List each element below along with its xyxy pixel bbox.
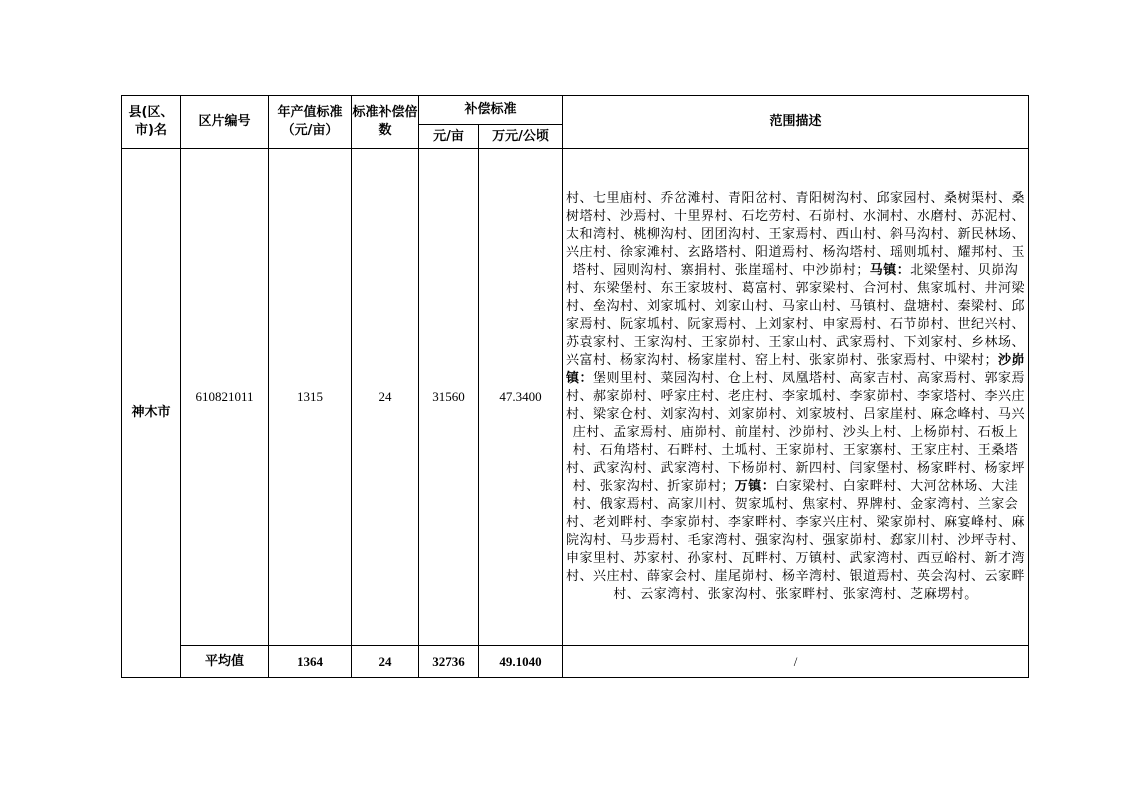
- header-multiplier: 标准补偿倍数: [352, 96, 419, 149]
- header-block-id: 区片编号: [181, 96, 269, 149]
- header-wan-per-ha: 万元/公顷: [479, 125, 563, 149]
- block-id-cell: 610821011: [181, 149, 269, 646]
- town-name-wan: 万镇：: [734, 479, 776, 494]
- scope-text-3: 堡则里村、菜园沟村、仓上村、凤凰塔村、高家吉村、高家焉村、郭家焉村、郝家峁村、呼家庄村、老庄村、李家坬村、李家峁村、李家塔村、李兴庄村、梁家仓村、刘家沟村、刘家峁村、刘家坡村、吕家崖村、麻念峰村、马兴庄村、孟家焉村、庙峁村、前崖村、沙峁村、沙头上村、上杨峁村、石板上村、石角塔村、石畔村、土坬村、王家峁村、王家寨村、王家庄村、王桑塔村、武家沟村、武家湾村、下杨峁村、新四村、闫家堡村、杨家畔村、杨家坪村、张家沟村、折家峁村；: [566, 371, 1026, 494]
- header-county: 县(区、市)名: [122, 96, 181, 149]
- average-row: [122, 646, 1029, 678]
- town-name-ma: 马镇：: [869, 263, 911, 278]
- annual-value-cell: 1315: [269, 149, 352, 646]
- wan-per-ha-cell: 47.3400: [479, 149, 563, 646]
- header-compensation: 补偿标准: [419, 96, 563, 125]
- header-row-1: [122, 96, 1029, 125]
- multiplier-cell: 24: [352, 149, 419, 646]
- compensation-table: [121, 95, 1029, 678]
- town-name-shamao: 沙峁镇：: [566, 353, 1026, 386]
- header-annual-value: 年产值标准（元/亩）: [269, 96, 352, 149]
- header-yuan-per-mu: 元/亩: [419, 125, 479, 149]
- yuan-per-mu-cell: 31560: [419, 149, 479, 646]
- scope-text-4: 白家梁村、白家畔村、大河岔林场、大洼村、俄家焉村、高家川村、贺家坬村、焦家村、界牌村、金家湾村、兰家会村、老刘畔村、李家峁村、李家畔村、李家兴庄村、梁家峁村、麻宴峰村、麻院沟村、马步焉村、毛家湾村、强家沟村、强家峁村、郄家川村、沙坪寺村、申家里村、苏家村、孙家村、瓦畔村、万镇村、武家湾村、西豆峪村、新才湾村、兴庄村、薛家会村、崖尾峁村、杨辛湾村、银道焉村、英会沟村、云家畔村、云家湾村、张家沟村、张家畔村、张家湾村、芝麻塄村。: [566, 479, 1026, 602]
- data-row: [122, 149, 1029, 646]
- average-multiplier: 24: [352, 646, 419, 678]
- scope-text-1: 村、七里庙村、乔岔滩村、青阳岔村、青阳树沟村、邱家园村、桑树渠村、桑树塔村、沙焉村、十里界村、石圪劳村、石峁村、水洞村、水磨村、苏泥村、太和湾村、桃柳沟村、团团沟村、王家焉村、西山村、斜马沟村、新民林场、兴庄村、徐家滩村、玄路塔村、阳道焉村、杨沟塔村、瑶则坬村、耀邦村、玉塔村、园则沟村、寨捐村、张崖瑶村、中沙峁村；: [566, 191, 1026, 278]
- county-cell: 神木市: [122, 149, 181, 678]
- average-annual-value: 1364: [269, 646, 352, 678]
- scope-text-2: 北梁堡村、贝峁沟村、东梁堡村、东王家坡村、葛富村、郭家梁村、合河村、焦家坬村、井河梁村、垒沟村、刘家坬村、刘家山村、马家山村、马镇村、盘塘村、秦梁村、邱家焉村、阮家坬村、阮家焉村、上刘家村、申家焉村、石节峁村、世纪兴村、苏袁家村、王家沟村、王家峁村、王家山村、武家焉村、下刘家村、乡林场、兴富村、杨家沟村、杨家崖村、窑上村、张家峁村、张家焉村、中梁村；: [566, 263, 1026, 368]
- average-scope: /: [563, 646, 1029, 678]
- average-wan-per-ha: 49.1040: [479, 646, 563, 678]
- average-yuan-per-mu: 32736: [419, 646, 479, 678]
- average-label: 平均值: [181, 646, 269, 678]
- header-scope: 范围描述: [563, 96, 1029, 149]
- scope-description-cell: [563, 149, 1029, 646]
